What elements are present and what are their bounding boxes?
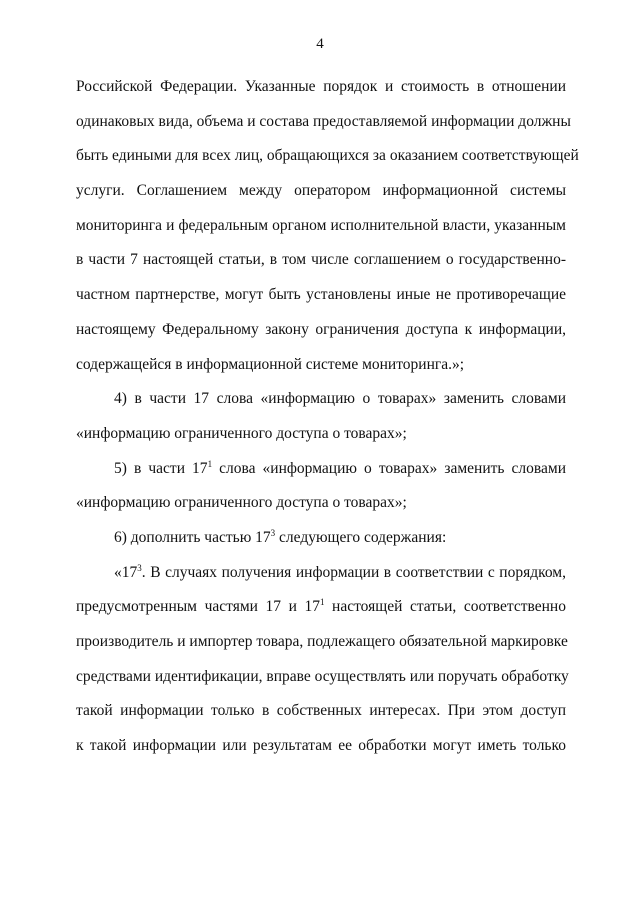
text-line [76,556,566,591]
text-line: одинаковых вида, объема и состава предоставляемой информации должны [76,112,571,130]
amendment-item-4 [76,382,566,451]
text-line: «информацию ограниченного доступа о товарах»; [76,494,407,512]
text-line: мониторинга и федеральным органом исполнительной власти, указанным [76,216,566,234]
text-line: «информацию ограниченного доступа о товарах»; [76,424,407,442]
page-number: 4 [316,36,324,52]
superscript: 3 [270,527,276,538]
text-line: настоящему Федеральному закону ограничения доступа к информации, [76,320,566,338]
text-line: производитель и импортер товара, подлежащего обязательной маркировке [76,633,568,650]
text-line: Российской Федерации. Указанные порядок и стоимость в отношении [76,78,566,95]
text-fragment: слова «информацию о товарах» заменить словами [212,459,566,477]
text-line: быть едиными для всех лиц, обращающихся за оказанием соответствующей [76,147,579,165]
superscript: 1 [319,597,325,608]
amendment-item-6 [76,521,566,556]
text-fragment: предусмотренным частями 17 и 17 [76,598,320,616]
text-line [76,452,566,487]
text-line: к такой информации или результатам ее обработки могут иметь только [76,737,566,755]
text-line: такой информации только в собственных интересах. При этом доступ [76,702,566,720]
text-fragment: следующего содержания: [275,528,447,546]
text-fragment: . В случаях получения информации в соответствии с порядком, [141,563,566,581]
superscript: 1 [207,458,213,469]
text-fragment: настоящей статьи, соответственно [324,598,566,616]
text-line: услуги. Соглашением между оператором информационной системы [76,182,566,200]
new-part-17-3 [76,556,569,764]
superscript: 3 [137,562,142,573]
text-line: в части 7 настоящей статьи, в том числе соглашением о государственно- [76,251,566,269]
text-fragment: 6) дополнить частью 17 [114,528,271,546]
text-line [76,590,566,625]
text-fragment: 5) в части 17 [114,459,208,477]
amendment-item-5 [76,452,566,521]
text-line: средствами идентификации, вправе осуществлять или поручать обработку [76,667,569,685]
text-line: содержащейся в информационной системе мониторинга.»; [76,355,465,373]
text-fragment: «17 [114,563,138,581]
text-line: 4) в части 17 слова «информацию о товарах» заменить словами [114,390,566,408]
text-line [76,521,566,556]
document-body [76,70,579,764]
paragraph-continuation [76,70,579,382]
text-line: частном партнерстве, могут быть установлены иные не противоречащие [76,286,566,304]
